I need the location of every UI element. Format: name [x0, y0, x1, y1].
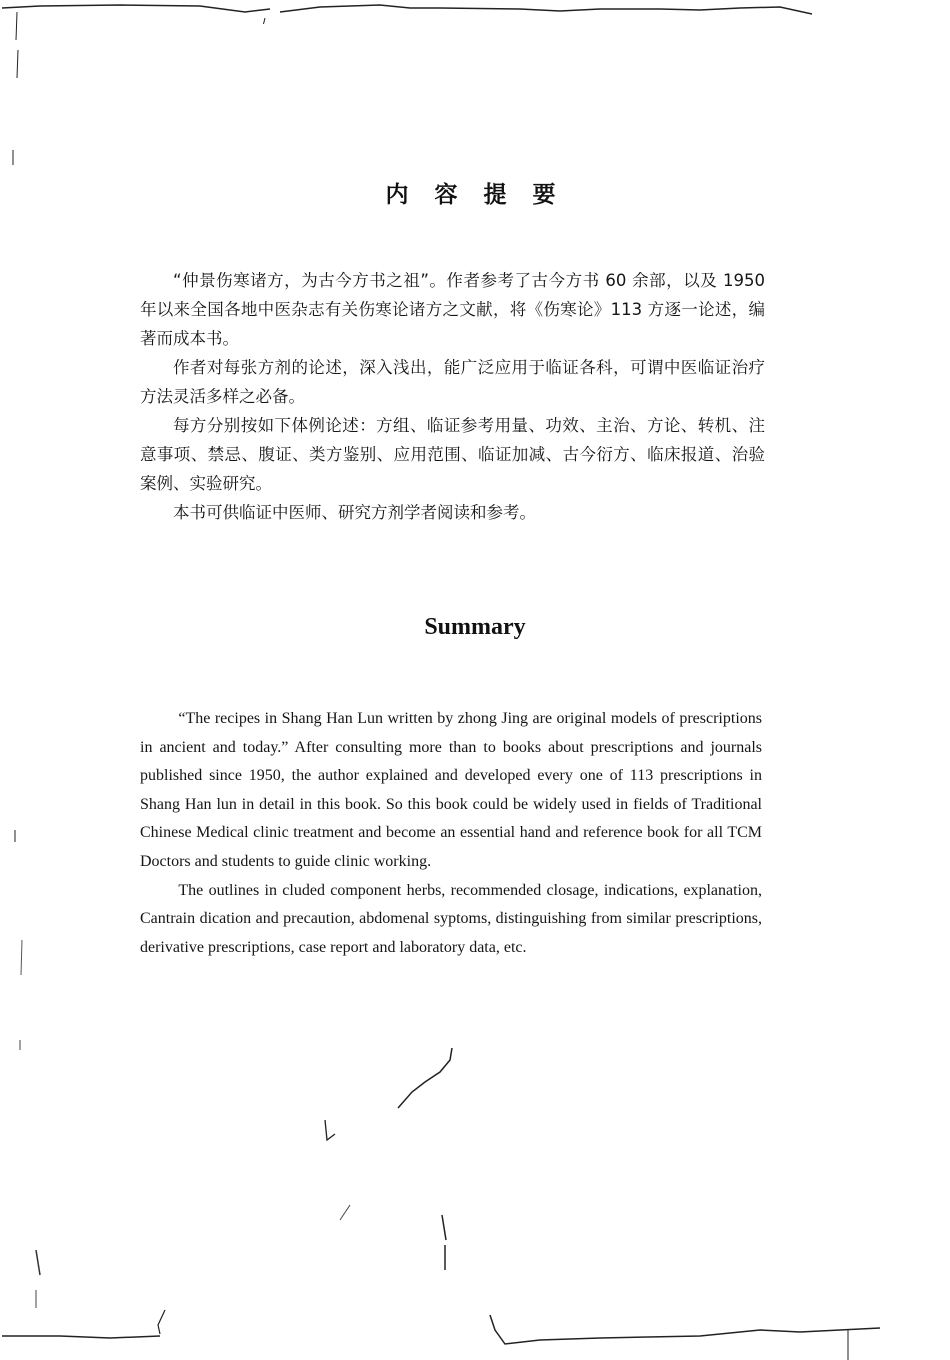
scan-edge-top	[0, 0, 950, 24]
chinese-paragraph: “仲景伤寒诸方，为古今方书之祖”。作者参考了古今方书 60 余部，以及 1950 年以来全国各地中医杂志有关伤寒论诸方之文献，将《伤寒论》113 方逐一论述，编著而成本书。	[140, 271, 765, 348]
english-summary	[140, 705, 762, 962]
scan-marks-center	[300, 1030, 500, 1310]
chinese-paragraph: 作者对每张方剂的论述，深入浅出，能广泛应用于临证各科，可谓中医临证治疗方法灵活多样之必备。	[140, 358, 765, 406]
chinese-title: 内 容 提 要	[385, 182, 565, 208]
english-paragraph: “The recipes in Shang Han Lun written by zhong Jing are original models of prescriptions in ancient and today.” After consulting more than to books about prescriptions and journals published since 1950, the author explained and developed every one of 113 prescriptions in Shang Han lun in detail in this book. So this book could be widely used in fields of Traditional Chinese Medical clinic treatment and become an essential hand and reference book for all TCM Doctors and students to guide clinic working.	[140, 710, 762, 870]
scan-edge-bottom	[0, 1300, 950, 1360]
chinese-paragraph: 本书可供临证中医师、研究方剂学者阅读和参考。	[173, 503, 536, 522]
chinese-paragraph: 每方分别按如下体例论述：方组、临证参考用量、功效、主治、方论、转机、注意事项、禁忌、腹证、类方鉴别、应用范围、临证加减、古今衍方、临床报道、治验案例、实验研究。	[140, 416, 765, 493]
english-title: Summary	[424, 614, 526, 640]
english-paragraph: The outlines in cluded component herbs, recommended closage, indications, explanation, Cantrain dication and precaution, abdomenal syptoms, distinguishing from similar prescriptions, derivative prescriptions, case report and laboratory data, etc.	[140, 881, 762, 956]
chinese-summary	[140, 266, 765, 527]
